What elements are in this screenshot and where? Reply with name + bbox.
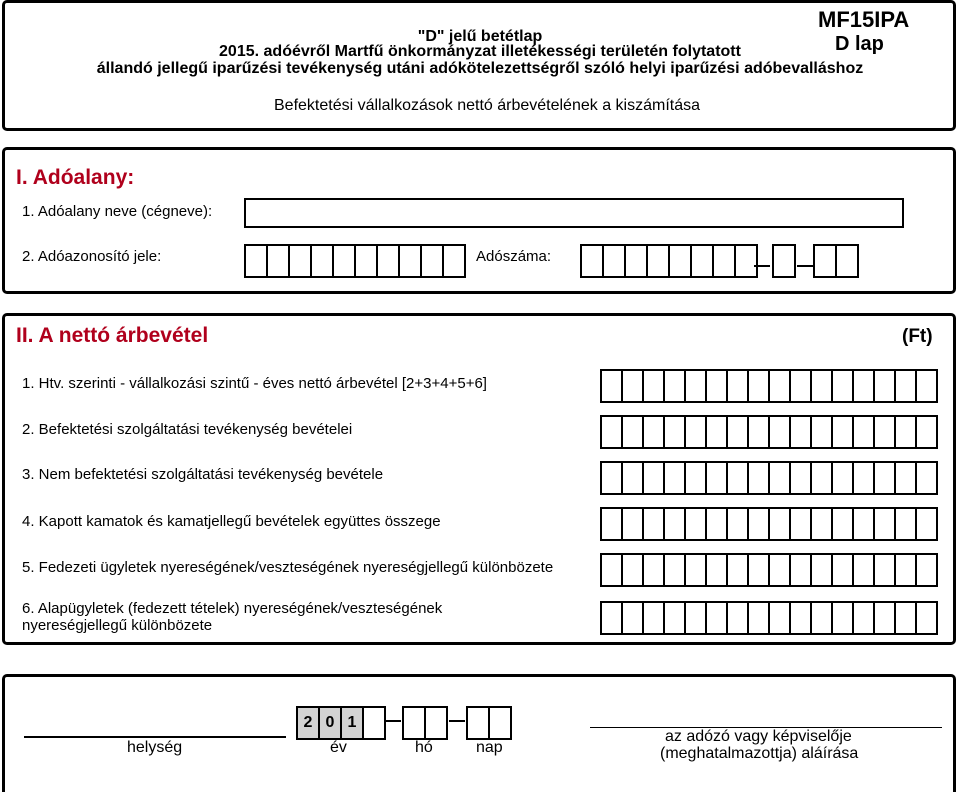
taxnum-label: Adószáma: [476,248,552,265]
amount-digit-box[interactable] [810,507,833,541]
year-digit-box[interactable] [362,706,386,740]
amount-digit-box[interactable] [705,415,728,449]
amount-digit-box[interactable] [768,369,791,403]
amount-digit-box[interactable] [789,369,812,403]
amount-digit-box[interactable] [621,415,644,449]
year-digit-box: 1 [340,706,364,740]
row-5-amount[interactable] [600,553,938,587]
taxnum-digit-box[interactable] [734,244,758,278]
amount-digit-box[interactable] [894,601,917,635]
amount-digit-box[interactable] [852,601,875,635]
day-label: nap [476,739,503,756]
amount-digit-box[interactable] [894,369,917,403]
taxnum-digit-box[interactable] [772,244,796,278]
amount-digit-box[interactable] [600,507,623,541]
amount-digit-box[interactable] [726,415,749,449]
taxid-digit-box[interactable] [266,244,290,278]
amount-digit-box[interactable] [831,507,854,541]
amount-digit-box[interactable] [621,461,644,495]
taxnum-digit-box[interactable] [602,244,626,278]
amount-digit-box[interactable] [663,461,686,495]
header-line2: 2015. adóévről Martfű önkormányzat illetékességi területén folytatott [219,43,741,60]
month-boxes[interactable] [402,706,448,740]
month-digit-box[interactable] [424,706,448,740]
amount-digit-box[interactable] [831,553,854,587]
form-code: MF15IPA [818,7,910,32]
amount-digit-box[interactable] [621,601,644,635]
amount-digit-box[interactable] [915,369,938,403]
amount-digit-box[interactable] [810,553,833,587]
amount-digit-box[interactable] [663,507,686,541]
taxid-digit-box[interactable] [442,244,466,278]
amount-digit-box[interactable] [915,461,938,495]
row-5-label: 5. Fedezeti ügyletek nyereségének/veszteségének nyereségjellegű különbözete [22,559,554,576]
amount-digit-box[interactable] [852,369,875,403]
section2-title: II. A nettó árbevétel [16,324,209,347]
amount-digit-box[interactable] [768,415,791,449]
amount-digit-box[interactable] [726,601,749,635]
section1-title: I. Adóalany: [16,166,135,189]
amount-digit-box[interactable] [747,415,770,449]
taxnum-boxes-vat[interactable] [772,244,796,278]
amount-digit-box[interactable] [789,553,812,587]
amount-digit-box[interactable] [726,461,749,495]
row-3-amount[interactable] [600,461,938,495]
amount-digit-box[interactable] [621,553,644,587]
taxnum-digit-box[interactable] [813,244,837,278]
amount-digit-box[interactable] [852,507,875,541]
amount-digit-box[interactable] [663,415,686,449]
amount-digit-box[interactable] [705,601,728,635]
amount-digit-box[interactable] [684,369,707,403]
amount-digit-box[interactable] [810,461,833,495]
taxid-label: 2. Adóazonosító jele: [22,248,162,265]
amount-digit-box[interactable] [705,553,728,587]
taxnum-boxes-main[interactable] [580,244,758,278]
amount-digit-box[interactable] [768,461,791,495]
taxid-digit-box[interactable] [420,244,444,278]
row-3-label: 3. Nem befektetési szolgáltatási tevékenység bevétele [22,466,384,483]
amount-digit-box[interactable] [600,461,623,495]
amount-digit-box[interactable] [684,415,707,449]
place-label: helység [127,739,183,756]
amount-digit-box[interactable] [810,415,833,449]
amount-digit-box[interactable] [873,553,896,587]
page-label: D lap [835,33,884,55]
header-subtitle: Befektetési vállalkozások nettó árbevételének a kiszámítása [274,97,701,114]
amount-digit-box[interactable] [747,507,770,541]
amount-digit-box[interactable] [600,553,623,587]
amount-digit-box[interactable] [642,415,665,449]
taxid-digit-box[interactable] [310,244,334,278]
amount-digit-box[interactable] [642,461,665,495]
amount-digit-box[interactable] [684,601,707,635]
amount-digit-box[interactable] [684,507,707,541]
signature-label-1: az adózó vagy képviselője [665,728,852,745]
taxnum-boxes-county[interactable] [813,244,859,278]
amount-digit-box[interactable] [915,507,938,541]
taxnum-digit-box[interactable] [580,244,604,278]
amount-digit-box[interactable] [915,415,938,449]
amount-digit-box[interactable] [663,369,686,403]
day-digit-box[interactable] [488,706,512,740]
amount-digit-box[interactable] [894,461,917,495]
year-label: év [330,739,347,756]
taxid-digit-box[interactable] [244,244,268,278]
amount-digit-box[interactable] [726,369,749,403]
amount-digit-box[interactable] [873,369,896,403]
amount-digit-box[interactable] [831,461,854,495]
amount-digit-box[interactable] [600,601,623,635]
amount-digit-box[interactable] [621,369,644,403]
amount-digit-box[interactable] [684,553,707,587]
day-boxes[interactable] [466,706,512,740]
amount-digit-box[interactable] [873,601,896,635]
year-digit-box: 2 [296,706,320,740]
row-2-label: 2. Befektetési szolgáltatási tevékenység bevételei [22,421,353,438]
taxnum-digit-box[interactable] [712,244,736,278]
amount-digit-box[interactable] [705,369,728,403]
row-4-label: 4. Kapott kamatok és kamatjellegű bevételek együttes összege [22,513,441,530]
amount-digit-box[interactable] [894,553,917,587]
taxid-digit-box[interactable] [354,244,378,278]
amount-digit-box[interactable] [726,553,749,587]
row-2-amount[interactable] [600,415,938,449]
taxid-digit-box[interactable] [398,244,422,278]
month-label: hó [415,739,433,756]
amount-digit-box[interactable] [621,507,644,541]
signature-label-2: (meghatalmazottja) aláírása [660,745,859,762]
amount-digit-box[interactable] [810,369,833,403]
taxid-boxes[interactable] [244,244,466,278]
year-digit-box: 0 [318,706,342,740]
unit-label: (Ft) [902,326,933,347]
taxid-digit-box[interactable] [332,244,356,278]
row-4-amount[interactable] [600,507,938,541]
amount-digit-box[interactable] [747,461,770,495]
amount-digit-box[interactable] [600,415,623,449]
row-6-amount[interactable] [600,601,938,635]
amount-digit-box[interactable] [873,507,896,541]
date-dash-2 [449,720,465,722]
amount-digit-box[interactable] [642,553,665,587]
name-label: 1. Adóalany neve (cégneve): [22,203,213,220]
date-dash-1 [385,720,401,722]
amount-digit-box[interactable] [831,415,854,449]
row-1-label: 1. Htv. szerinti - vállalkozási szintű - éves nettó árbevétel [2+3+4+5+6] [22,375,487,392]
header-line3: állandó jellegű iparűzési tevékenység utáni adókötelezettségről szóló helyi iparűzési adóbevalláshoz [96,60,864,77]
header-line1: "D" jelű betétlap [417,28,543,45]
name-input[interactable] [244,198,904,228]
amount-digit-box[interactable] [747,369,770,403]
amount-digit-box[interactable] [705,507,728,541]
row-6-label-cont: nyereségjellegű különbözete [22,617,213,634]
month-digit-box[interactable] [402,706,426,740]
amount-digit-box[interactable] [852,461,875,495]
amount-digit-box[interactable] [642,369,665,403]
amount-digit-box[interactable] [852,415,875,449]
amount-digit-box[interactable] [852,553,875,587]
taxnum-dash-1 [754,265,770,267]
row-1-amount[interactable] [600,369,938,403]
taxnum-dash-2 [797,265,813,267]
place-line[interactable] [24,736,286,738]
amount-digit-box[interactable] [789,461,812,495]
amount-digit-box[interactable] [768,601,791,635]
amount-digit-box[interactable] [810,601,833,635]
row-6-label: 6. Alapügyletek (fedezett tételek) nyereségének/veszteségének [22,600,443,617]
amount-digit-box[interactable] [642,601,665,635]
amount-digit-box[interactable] [894,415,917,449]
amount-digit-box[interactable] [831,369,854,403]
amount-digit-box[interactable] [915,553,938,587]
taxnum-digit-box[interactable] [690,244,714,278]
day-digit-box[interactable] [466,706,490,740]
amount-digit-box[interactable] [831,601,854,635]
amount-digit-box[interactable] [894,507,917,541]
amount-digit-box[interactable] [600,369,623,403]
taxnum-digit-box[interactable] [624,244,648,278]
amount-digit-box[interactable] [789,601,812,635]
taxnum-digit-box[interactable] [835,244,859,278]
amount-digit-box[interactable] [747,601,770,635]
taxnum-digit-box[interactable] [646,244,670,278]
amount-digit-box[interactable] [768,553,791,587]
taxid-digit-box[interactable] [376,244,400,278]
amount-digit-box[interactable] [663,553,686,587]
amount-digit-box[interactable] [768,507,791,541]
amount-digit-box[interactable] [684,461,707,495]
amount-digit-box[interactable] [642,507,665,541]
amount-digit-box[interactable] [789,415,812,449]
taxid-digit-box[interactable] [288,244,312,278]
taxnum-digit-box[interactable] [668,244,692,278]
amount-digit-box[interactable] [726,507,749,541]
amount-digit-box[interactable] [873,415,896,449]
amount-digit-box[interactable] [705,461,728,495]
amount-digit-box[interactable] [663,601,686,635]
amount-digit-box[interactable] [789,507,812,541]
year-boxes[interactable] [296,706,386,740]
amount-digit-box[interactable] [873,461,896,495]
amount-digit-box[interactable] [747,553,770,587]
amount-digit-box[interactable] [915,601,938,635]
